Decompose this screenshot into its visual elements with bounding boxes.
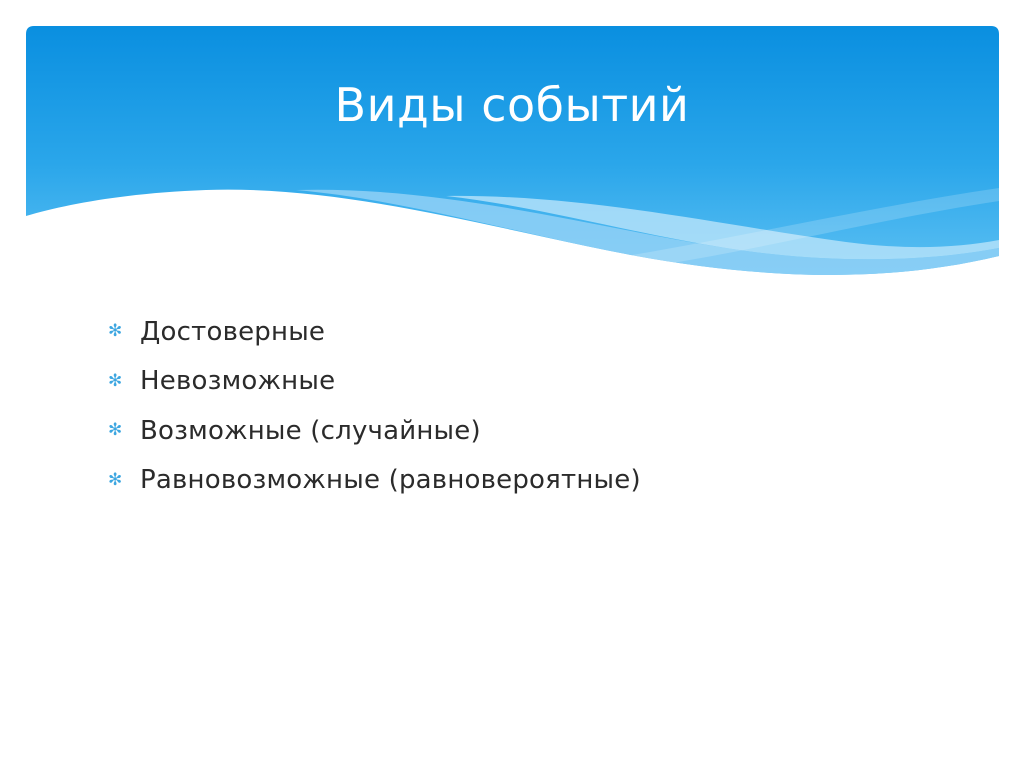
header-banner — [26, 26, 999, 286]
bullet-list — [108, 307, 641, 505]
slide-title: Виды событий — [334, 78, 690, 132]
list-item-label: Возможные (случайные) — [140, 415, 481, 446]
list-item — [108, 456, 641, 506]
asterisk-bullet-icon: ✻ — [108, 469, 123, 490]
asterisk-bullet-icon: ✻ — [108, 321, 123, 342]
list-item — [108, 307, 641, 357]
list-item — [108, 406, 641, 456]
wave-background — [26, 26, 999, 286]
asterisk-bullet-icon: ✻ — [108, 420, 123, 441]
list-item — [108, 357, 641, 407]
list-item-label: Достоверные — [140, 316, 326, 347]
list-item-label: Равновозможные (равновероятные) — [140, 465, 641, 496]
list-item-label: Невозможные — [140, 366, 336, 397]
asterisk-bullet-icon: ✻ — [108, 370, 123, 391]
